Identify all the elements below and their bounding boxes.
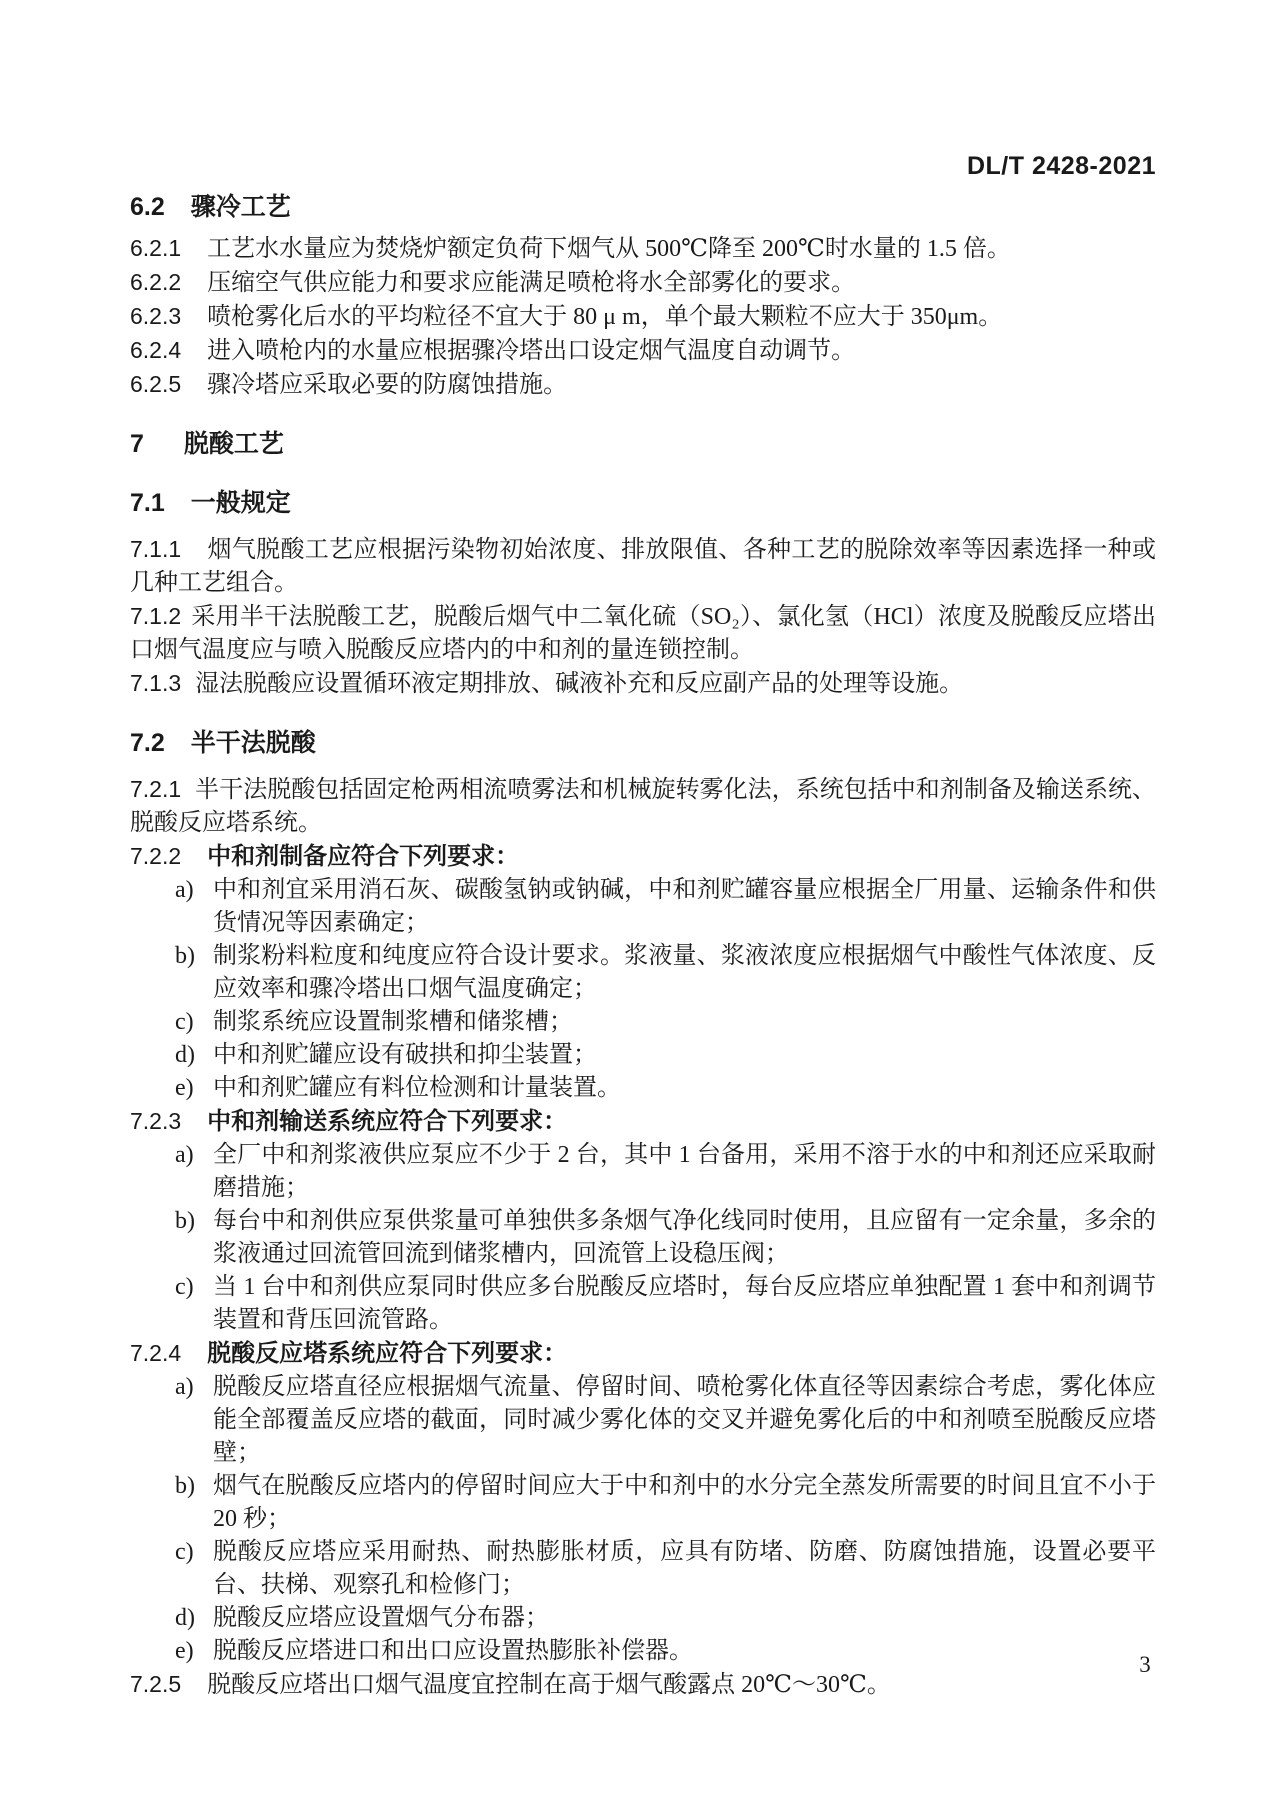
list-item-7-2-2-b bbox=[130, 940, 1156, 1006]
list-text: 烟气在脱酸反应塔内的停留时间应大于中和剂中的水分完全蒸发所需要的时间且宜不小于 20 秒； bbox=[213, 1473, 1156, 1532]
clause-6-2-4 bbox=[130, 334, 1156, 368]
clause-number: 7.2.1 bbox=[130, 776, 182, 802]
list-text: 每台中和剂供应泵供浆量可单独供多条烟气净化线同时使用，且应留有一定余量，多余的浆液通过回流管回流到储浆槽内，回流管上设稳压阀； bbox=[213, 1208, 1156, 1267]
heading-title: 骤冷工艺 bbox=[190, 193, 291, 221]
clause-number: 7.2.3 bbox=[130, 1108, 182, 1134]
clause-number: 7.1.3 bbox=[130, 670, 182, 696]
document-content bbox=[130, 150, 1156, 1702]
list-item-7-2-2-a bbox=[130, 874, 1156, 940]
clause-number: 6.2.5 bbox=[130, 371, 182, 397]
list-item-7-2-3-a bbox=[130, 1139, 1156, 1205]
clause-text: 中和剂制备应符合下列要求： bbox=[207, 843, 520, 870]
list-text: 当 1 台中和剂供应泵同时供应多台脱酸反应塔时，每台反应塔应单独配置 1 套中和剂调节装置和背压回流管路。 bbox=[213, 1274, 1156, 1333]
heading-7 bbox=[130, 428, 1156, 461]
clause-text: 半干法脱酸包括固定枪两相流喷雾法和机械旋转雾化法，系统包括中和剂制备及输送系统、脱酸反应塔系统。 bbox=[130, 777, 1156, 836]
heading-7-1 bbox=[130, 487, 1156, 520]
list-marker: d) bbox=[175, 1042, 195, 1068]
clause-text: 烟气脱酸工艺应根据污染物初始浓度、排放限值、各种工艺的脱除效率等因素选择一种或几种工艺组合。 bbox=[130, 537, 1156, 596]
list-text: 脱酸反应塔应采用耐热、耐热膨胀材质，应具有防堵、防磨、防腐蚀措施，设置必要平台、扶梯、观察孔和检修门； bbox=[213, 1539, 1156, 1598]
list-marker: a) bbox=[175, 877, 194, 903]
heading-6-2 bbox=[130, 191, 1156, 224]
list-item-7-2-4-a bbox=[130, 1371, 1156, 1470]
clause-7-2-5 bbox=[130, 1668, 1156, 1702]
clause-7-2-2 bbox=[130, 840, 1156, 874]
clause-text: 脱酸反应塔出口烟气温度宜控制在高于烟气酸露点 20℃～30℃。 bbox=[207, 1672, 891, 1698]
heading-number: 7 bbox=[130, 430, 144, 458]
heading-number: 7.2 bbox=[130, 729, 165, 757]
page-number: 3 bbox=[1139, 1652, 1151, 1677]
list-marker: b) bbox=[175, 943, 195, 969]
clause-7-2-4 bbox=[130, 1337, 1156, 1371]
list-marker: c) bbox=[175, 1539, 194, 1565]
clause-6-2-1 bbox=[130, 232, 1156, 266]
list-marker: c) bbox=[175, 1009, 194, 1035]
clause-number: 7.1.2 bbox=[130, 603, 182, 629]
clause-6-2-3 bbox=[130, 300, 1156, 334]
list-item-7-2-4-e bbox=[130, 1635, 1156, 1668]
list-item-7-2-3-b bbox=[130, 1205, 1156, 1271]
clause-6-2-5 bbox=[130, 368, 1156, 402]
heading-number: 6.2 bbox=[130, 193, 165, 221]
clause-text: 脱酸反应塔系统应符合下列要求： bbox=[207, 1340, 568, 1367]
clause-text: 喷枪雾化后水的平均粒径不宜大于 80 μ m，单个最大颗粒不应大于 350μm。 bbox=[207, 304, 1003, 330]
list-marker: d) bbox=[175, 1605, 195, 1631]
heading-title: 脱酸工艺 bbox=[183, 430, 284, 458]
heading-title: 一般规定 bbox=[190, 489, 291, 517]
heading-title: 半干法脱酸 bbox=[190, 729, 316, 757]
list-item-7-2-4-b bbox=[130, 1470, 1156, 1536]
list-item-7-2-2-e bbox=[130, 1072, 1156, 1105]
clause-7-1-1 bbox=[130, 533, 1156, 600]
clause-7-2-1 bbox=[130, 773, 1156, 840]
clause-text: 湿法脱酸应设置循环液定期排放、碱液补充和反应副产品的处理等设施。 bbox=[195, 671, 964, 697]
list-text: 脱酸反应塔直径应根据烟气流量、停留时间、喷枪雾化体直径等因素综合考虑，雾化体应能全部覆盖反应塔的截面，同时减少雾化体的交叉并避免雾化后的中和剂喷至脱酸反应塔壁； bbox=[213, 1374, 1156, 1466]
clause-number: 6.2.3 bbox=[130, 303, 182, 329]
clause-7-2-3 bbox=[130, 1105, 1156, 1139]
clause-text: 进入喷枪内的水量应根据骤冷塔出口设定烟气温度自动调节。 bbox=[207, 338, 856, 364]
list-text: 脱酸反应塔进口和出口应设置热膨胀补偿器。 bbox=[213, 1638, 693, 1664]
clause-number: 6.2.4 bbox=[130, 337, 182, 363]
standard-number-header: DL/T 2428-2021 bbox=[966, 152, 1156, 180]
heading-number: 7.1 bbox=[130, 489, 165, 517]
list-item-7-2-3-c bbox=[130, 1271, 1156, 1337]
list-marker: e) bbox=[175, 1638, 194, 1664]
list-marker: e) bbox=[175, 1075, 194, 1101]
clause-number: 7.2.5 bbox=[130, 1671, 182, 1697]
list-marker: a) bbox=[175, 1142, 194, 1168]
clause-text: 压缩空气供应能力和要求应能满足喷枪将水全部雾化的要求。 bbox=[207, 270, 856, 296]
list-marker: a) bbox=[175, 1374, 194, 1400]
clause-number: 6.2.1 bbox=[130, 235, 182, 261]
heading-7-2 bbox=[130, 727, 1156, 760]
list-item-7-2-4-c bbox=[130, 1536, 1156, 1602]
list-text: 中和剂宜采用消石灰、碳酸氢钠或钠碱，中和剂贮罐容量应根据全厂用量、运输条件和供货情况等因素确定； bbox=[213, 877, 1156, 936]
list-text: 制浆粉料粒度和纯度应符合设计要求。浆液量、浆液浓度应根据烟气中酸性气体浓度、反应效率和骤冷塔出口烟气温度确定； bbox=[213, 943, 1156, 1002]
clause-number: 6.2.2 bbox=[130, 269, 182, 295]
clause-text: 中和剂输送系统应符合下列要求： bbox=[207, 1108, 568, 1135]
list-text: 全厂中和剂浆液供应泵应不少于 2 台，其中 1 台备用，采用不溶于水的中和剂还应采取耐磨措施； bbox=[213, 1142, 1156, 1201]
list-text: 脱酸反应塔应设置烟气分布器； bbox=[213, 1605, 549, 1631]
clause-number: 7.2.4 bbox=[130, 1340, 182, 1366]
list-marker: b) bbox=[175, 1208, 195, 1234]
clause-number: 7.2.2 bbox=[130, 843, 182, 869]
list-text: 中和剂贮罐应设有破拱和抑尘装置； bbox=[213, 1042, 597, 1068]
clause-text: 采用半干法脱酸工艺，脱酸后烟气中二氧化硫（SO₂）、氯化氢（HCl）浓度及脱酸反应塔出口烟气温度应与喷入脱酸反应塔内的中和剂的量连锁控制。 bbox=[130, 604, 1156, 663]
clause-7-1-3 bbox=[130, 667, 1156, 701]
list-marker: b) bbox=[175, 1473, 195, 1499]
list-marker: c) bbox=[175, 1274, 194, 1300]
list-item-7-2-2-d bbox=[130, 1039, 1156, 1072]
clause-text: 骤冷塔应采取必要的防腐蚀措施。 bbox=[207, 372, 568, 398]
clause-number: 7.1.1 bbox=[130, 536, 182, 562]
clause-7-1-2 bbox=[130, 600, 1156, 667]
clause-text: 工艺水水量应为焚烧炉额定负荷下烟气从 500℃降至 200℃时水量的 1.5 倍。 bbox=[207, 236, 1011, 262]
clause-6-2-2 bbox=[130, 266, 1156, 300]
list-text: 制浆系统应设置制浆槽和储浆槽； bbox=[213, 1009, 573, 1035]
list-text: 中和剂贮罐应有料位检测和计量装置。 bbox=[213, 1075, 621, 1101]
list-item-7-2-4-d bbox=[130, 1602, 1156, 1635]
list-item-7-2-2-c bbox=[130, 1006, 1156, 1039]
